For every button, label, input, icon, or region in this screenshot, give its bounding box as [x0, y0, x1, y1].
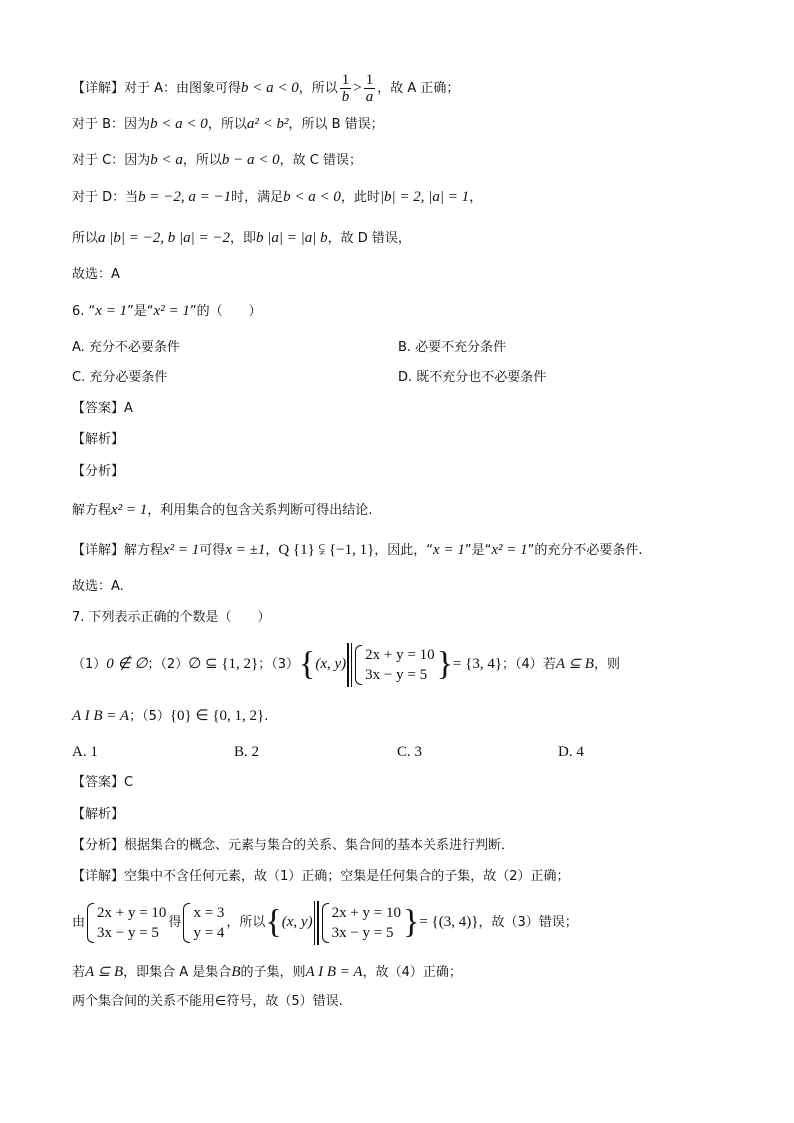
text: 6. “ — [72, 304, 96, 319]
text: ，故（4）正确； — [362, 965, 462, 980]
text: 【详解】对于 A：由图象可得 — [72, 81, 242, 96]
q6-stem — [72, 301, 262, 322]
text: 的子集，则 — [240, 965, 306, 980]
right-brace: } — [436, 645, 453, 683]
text: 得 — [168, 915, 182, 930]
text: ，故 A 正确； — [377, 81, 460, 96]
math: = {(3, 4)} — [419, 914, 479, 930]
q7-detail-line4: 两个集合间的关系不能用∈符号，故（5）错误. — [72, 994, 343, 1009]
text: ，所以 — [182, 153, 222, 168]
math: 0 ∉ ∅ — [106, 656, 148, 672]
q7-detail: 【详解】空集中不含任何元素，故（1）正确；空集是任何集合的子集，故（2）正确； — [72, 869, 570, 884]
text: 时，满足 — [231, 190, 284, 205]
q7-option-a: A. 1 — [72, 744, 98, 760]
math: x² = 1 — [163, 542, 200, 558]
text: ，所以 — [207, 117, 247, 132]
q7-option-d: D. 4 — [558, 744, 584, 760]
q5-detail-C — [72, 150, 362, 171]
math: |b| = 2, |a| = 1 — [379, 189, 470, 205]
math: (x, y) — [281, 914, 313, 930]
text: ，利用集合的包含关系判断可得出结论. — [147, 503, 373, 518]
q5-detail-D — [72, 187, 482, 208]
q6-option-b: B. 必要不充分条件 — [398, 340, 507, 355]
left-brace: { — [265, 903, 282, 941]
math: x² = 1 — [491, 542, 528, 558]
math: a² < b² — [246, 116, 289, 132]
q5-detail-B — [72, 114, 384, 135]
math: x = ±1 — [225, 542, 266, 558]
text: ，所以 B 错误； — [288, 117, 384, 132]
text: 对于 C：因为 — [72, 153, 151, 168]
text: ， — [469, 190, 483, 205]
q5-detail-D-cont — [72, 228, 411, 249]
text: ，所以 — [226, 915, 266, 930]
q7-jiexi-heading: 【解析】 — [72, 807, 125, 822]
math: A ⊆ B — [85, 964, 124, 980]
left-brace: { — [299, 645, 316, 683]
text: （1） — [72, 657, 107, 672]
math: x = 1 — [95, 303, 128, 319]
text: 所以 — [72, 231, 99, 246]
math: A ⊆ B — [555, 656, 594, 672]
q5-choose: 故选：A — [72, 267, 120, 282]
text: ”的（ ） — [189, 304, 262, 319]
solution-system: x = 3 y = 4 — [183, 903, 224, 943]
q6-analysis — [72, 500, 372, 521]
text: 若 — [72, 965, 86, 980]
q6-jiexi-heading: 【解析】 — [72, 432, 125, 447]
math: (x, y) — [315, 656, 347, 672]
set-builder-bar — [317, 901, 319, 945]
q6-detail — [72, 540, 642, 561]
q5-detail-A — [72, 72, 459, 105]
text: ”是“ — [464, 543, 492, 558]
math: b < a < 0 — [241, 80, 299, 96]
q7-detail-line3 — [72, 962, 462, 983]
math: Q {1} ⫋ {−1, 1} — [278, 542, 375, 558]
math: A I B = A — [72, 708, 130, 724]
text: ，此时 — [340, 190, 380, 205]
math: x = 1 — [433, 542, 465, 558]
q6-option-d: D. 既不充分也不必要条件 — [398, 370, 547, 385]
math: ∅ ⊆ {1, 2} — [188, 656, 259, 672]
text: ，故 D 错误， — [327, 231, 411, 246]
math: x² = 1 — [153, 303, 190, 319]
text: 对于 D：当 — [72, 190, 139, 205]
math: A I B = A — [305, 964, 363, 980]
set-builder-bar — [347, 643, 349, 687]
q7-answer: 【答案】C — [72, 775, 134, 790]
math: b < a < 0 — [150, 116, 208, 132]
text: ，所以 — [298, 81, 338, 96]
math: b − a < 0 — [221, 152, 280, 168]
q6-option-c: C. 充分必要条件 — [72, 370, 168, 385]
set-builder-bar — [314, 901, 316, 945]
q6-choose: 故选：A. — [72, 579, 124, 594]
equation-system: 2x + y = 10 3x − y = 5 — [87, 903, 166, 943]
math: b |a| = |a| b — [256, 230, 328, 246]
text: ”的充分不必要条件. — [527, 543, 643, 558]
text: . — [264, 709, 269, 724]
text: 解方程 — [72, 503, 112, 518]
q7-items-line2 — [72, 706, 268, 727]
text: ，则 — [593, 657, 620, 672]
q7-detail-line2 — [72, 898, 578, 947]
math: {0} ∈ {0, 1, 2} — [169, 708, 265, 724]
math: B — [231, 964, 241, 980]
math: = {3, 4} — [452, 656, 503, 672]
text: ；（3） — [258, 657, 300, 672]
text: 对于 B：因为 — [72, 117, 151, 132]
equation-system: 2x + y = 10 3x − y = 5 — [355, 645, 434, 685]
text: ，因此，“ — [374, 543, 434, 558]
right-brace: } — [403, 903, 420, 941]
text: ，即集合 A 是集合 — [123, 965, 232, 980]
math: x² = 1 — [111, 502, 148, 518]
text: ；（4）若 — [502, 657, 556, 672]
fraction-1-over-b: $\frac{1}{b}$ — [341, 72, 350, 105]
math: > — [353, 80, 362, 96]
q6-fenxi-heading: 【分析】 — [72, 464, 125, 479]
q7-stem: 7. 下列表示正确的个数是（ ） — [72, 610, 271, 625]
text: 【详解】解方程 — [72, 543, 164, 558]
text: ， — [265, 543, 279, 558]
math: b < a < 0 — [283, 189, 341, 205]
q7-fenxi: 【分析】根据集合的概念、元素与集合的关系、集合间的基本关系进行判断． — [72, 838, 515, 853]
q6-option-a: A. 充分不必要条件 — [72, 340, 180, 355]
q7-option-b: B. 2 — [234, 744, 260, 760]
set-builder-bar — [351, 643, 353, 687]
text: ”是“ — [127, 304, 154, 319]
text: 可得 — [199, 543, 226, 558]
q7-option-c: C. 3 — [397, 744, 423, 760]
text: 由 — [72, 915, 86, 930]
q7-items-line1 — [72, 640, 620, 689]
math: b < a — [150, 152, 183, 168]
text: ，故 C 错误； — [279, 153, 362, 168]
math: b = −2, a = −1 — [138, 189, 232, 205]
q6-answer: 【答案】A — [72, 401, 133, 416]
text: ，即 — [230, 231, 257, 246]
fraction-1-over-a: $\frac{1}{a}$ — [365, 72, 374, 105]
text: ；（5） — [129, 709, 170, 724]
text: ，故（3）错误； — [478, 915, 578, 930]
equation-system: 2x + y = 10 3x − y = 5 — [322, 903, 401, 943]
math: a |b| = −2, b |a| = −2 — [98, 230, 230, 246]
text: ；（2） — [147, 657, 189, 672]
